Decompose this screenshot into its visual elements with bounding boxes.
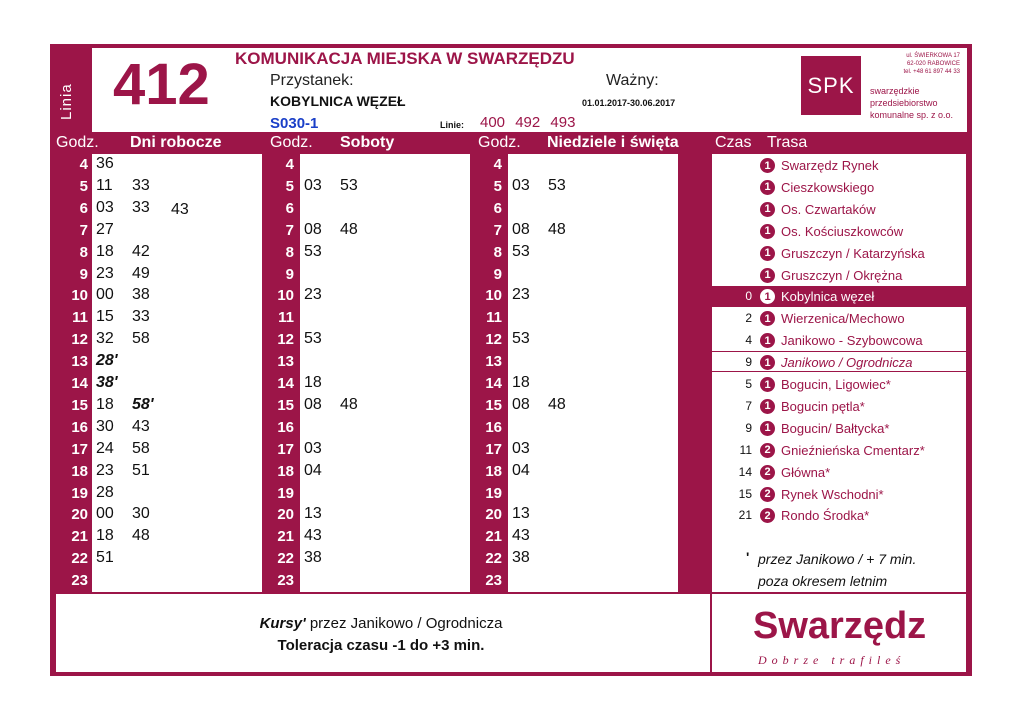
departure-minute: 18 — [96, 527, 114, 545]
route-time: 0 — [745, 289, 752, 304]
departure-minute: 43 — [132, 417, 150, 435]
hour-sundays: 12 — [485, 331, 502, 349]
route-time: 9 — [745, 420, 752, 435]
route-stop-name: Gnieźnieńska Cmentarz* — [781, 442, 925, 458]
address-line: ul. ŚWIERKOWA 17 — [906, 53, 960, 59]
zone-badge: 1 — [760, 333, 775, 348]
route-stop-name: Gruszczyn / Katarzyńska — [781, 245, 925, 261]
route-stop-name: Rynek Wschodni* — [781, 486, 884, 502]
departure-minute: 43 — [304, 527, 322, 545]
departure-minute: 04 — [512, 461, 530, 479]
saturdays-panel — [300, 154, 470, 592]
route-stop-name: Rondo Środka* — [781, 508, 870, 524]
zone-badge: 1 — [760, 158, 775, 173]
departure-minute: 33 — [132, 198, 150, 216]
departure-minute: 42 — [132, 242, 150, 260]
departure-minute: 48 — [548, 395, 566, 413]
hour-saturdays: 6 — [285, 199, 294, 217]
departure-minute: 28 — [96, 483, 114, 501]
hour-header-sundays: Godz. — [478, 134, 521, 151]
departure-minute: 23 — [304, 286, 322, 304]
departure-minute: 23 — [512, 286, 530, 304]
hour-sundays: 19 — [485, 484, 502, 502]
route-time: 2 — [745, 311, 752, 326]
departure-minute: 04 — [304, 461, 322, 479]
departure-minute: 51 — [96, 549, 114, 567]
departure-minute: 08 — [512, 220, 530, 238]
departure-minute: 51 — [132, 461, 150, 479]
hour-sundays: 6 — [493, 199, 502, 217]
departure-minute: 43 — [512, 527, 530, 545]
address-line: tel. +48 61 897 44 33 — [903, 69, 960, 75]
hour-weekdays: 9 — [79, 265, 88, 283]
route-time: 15 — [738, 486, 752, 501]
departure-minute: 53 — [512, 242, 530, 260]
departure-minute: 03 — [96, 198, 114, 216]
route-stop-name: Główna* — [781, 464, 831, 480]
stop-label: Przystanek: — [270, 72, 354, 89]
hour-sundays: 5 — [493, 177, 502, 195]
zone-badge: 1 — [760, 377, 775, 392]
departure-minute: 58 — [132, 439, 150, 457]
departure-minute: 03 — [304, 176, 322, 194]
departure-minute: 53 — [304, 330, 322, 348]
hour-weekdays: 21 — [71, 528, 88, 546]
route-stop-name: Janikowo - Szybowcowa — [781, 333, 923, 349]
hour-weekdays: 10 — [71, 287, 88, 305]
route-panel — [712, 154, 966, 592]
hour-saturdays: 5 — [285, 177, 294, 195]
hour-weekdays: 12 — [71, 331, 88, 349]
departure-minute: 00 — [96, 286, 114, 304]
departure-minute: 13 — [512, 505, 530, 523]
hour-saturdays: 23 — [277, 572, 294, 590]
route-stop-name: Bogucin/ Bałtycka* — [781, 420, 890, 436]
hour-saturdays: 12 — [277, 331, 294, 349]
departure-minute: 08 — [304, 395, 322, 413]
hour-weekdays: 15 — [71, 396, 88, 414]
address-line: 62-020 RABOWICE — [906, 61, 960, 67]
zone-badge: 1 — [760, 399, 775, 414]
departure-minute: 48 — [340, 220, 358, 238]
zone-badge: 2 — [760, 508, 775, 523]
hour-saturdays: 20 — [277, 506, 294, 524]
sundays-header: Niedziele i święta — [547, 134, 679, 151]
departure-minute: 38 — [512, 549, 530, 567]
departure-minute: 38' — [96, 374, 118, 391]
hour-saturdays: 16 — [277, 418, 294, 436]
hour-sundays: 7 — [493, 221, 502, 239]
route-stop-name: Gruszczyn / Okrężna — [781, 267, 903, 283]
route-stop-name: Janikowo / Ogrodnicza — [781, 355, 913, 371]
departure-minute: 00 — [96, 505, 114, 523]
hour-header-saturdays: Godz. — [270, 134, 313, 151]
hour-sundays: 4 — [493, 156, 502, 173]
departure-minute: 30 — [132, 505, 150, 523]
hour-sundays: 17 — [485, 440, 502, 458]
departure-minute: 43 — [171, 200, 189, 218]
footer-kursy: Kursy' — [259, 615, 306, 632]
route-time: 5 — [745, 377, 752, 391]
route-time: 21 — [738, 508, 752, 523]
departure-minute: 23 — [96, 461, 114, 479]
hour-weekdays: 17 — [71, 440, 88, 458]
hour-sundays: 20 — [485, 506, 502, 524]
departure-minute: 18 — [512, 374, 530, 391]
departure-minute: 24 — [96, 439, 114, 457]
spk-logo: SPK — [801, 56, 861, 115]
hour-weekdays: 11 — [72, 309, 88, 327]
company-line: komunalne sp. z o.o. — [870, 110, 954, 120]
route-time: 9 — [745, 355, 752, 370]
hour-weekdays: 22 — [71, 550, 88, 568]
departure-minute: 38 — [132, 286, 150, 304]
departure-minute: 58 — [132, 330, 150, 348]
departure-minute: 53 — [548, 176, 566, 194]
footer-notes — [226, 613, 536, 657]
departure-minute: 03 — [304, 439, 322, 457]
hour-weekdays: 14 — [71, 375, 88, 392]
footer-line2: Toleracja czasu -1 do +3 min. — [277, 637, 485, 654]
route-stop-name: Os. Czwartaków — [781, 201, 876, 217]
zone-badge: 1 — [760, 224, 775, 239]
route-header: Trasa — [767, 134, 808, 151]
hour-saturdays: 21 — [277, 528, 294, 546]
route-stop-name: Wierzenica/Mechowo — [781, 311, 905, 327]
note-line1: przez Janikowo / + 7 min. — [758, 551, 917, 567]
departure-minute: 23 — [96, 264, 114, 282]
departure-minute: 18 — [96, 395, 114, 413]
hour-saturdays: 22 — [277, 550, 294, 568]
lines-label: Linie: — [440, 120, 464, 130]
hour-saturdays: 15 — [277, 396, 294, 414]
zone-badge: 1 — [760, 355, 775, 370]
route-stop-name: Os. Kościuszkowców — [781, 223, 904, 239]
departure-minute: 18 — [96, 242, 114, 260]
linia-label: Linia — [58, 83, 75, 120]
route-stop-name: Bogucin pętla* — [781, 398, 865, 414]
footer-line1 — [226, 613, 536, 635]
hour-saturdays: 13 — [277, 353, 294, 371]
zone-badge: 1 — [760, 202, 775, 217]
zone-badge: 1 — [760, 246, 775, 261]
departure-minute: 53 — [304, 242, 322, 260]
departure-minute: 53 — [340, 176, 358, 194]
departure-minute: 48 — [548, 220, 566, 238]
route-stop-name: Kobylnica węzeł — [781, 289, 875, 305]
company-line: przedsiebiorstwo — [870, 98, 938, 108]
swarzedz-logo: Swarzędz — [753, 605, 927, 647]
hour-saturdays: 18 — [277, 462, 294, 480]
hour-weekdays: 19 — [71, 484, 88, 502]
hour-sundays: 16 — [485, 418, 502, 436]
departure-minute: 36 — [96, 155, 114, 172]
departure-minute: 18 — [304, 374, 322, 391]
valid-dates: 01.01.2017-30.06.2017 — [582, 98, 676, 108]
hour-header-weekdays: Godz. — [56, 134, 99, 151]
hour-sundays: 11 — [486, 309, 502, 327]
route-stop-name: Swarzędz Rynek — [781, 158, 879, 173]
departure-minute: 48 — [132, 527, 150, 545]
route-time: 14 — [738, 464, 752, 479]
other-lines: 400 492 493 — [480, 114, 576, 131]
departure-minute: 03 — [512, 439, 530, 457]
departure-minute: 30 — [96, 417, 114, 435]
hour-saturdays: 19 — [277, 484, 294, 502]
hour-saturdays: 9 — [285, 265, 294, 283]
route-time: 11 — [739, 442, 752, 457]
note-line2: poza okresem letnim — [758, 573, 888, 589]
departure-minute: 33 — [132, 308, 150, 326]
weekdays-header: Dni robocze — [130, 134, 222, 151]
hour-weekdays: 23 — [71, 572, 88, 590]
zone-badge: 2 — [760, 443, 775, 458]
hour-sundays: 22 — [485, 550, 502, 568]
hour-weekdays: 16 — [71, 418, 88, 436]
departure-minute: 48 — [340, 395, 358, 413]
stop-name: KOBYLNICA WĘZEŁ — [270, 93, 406, 109]
hour-weekdays: 5 — [79, 177, 88, 195]
hour-saturdays: 14 — [277, 375, 294, 392]
zone-badge: 1 — [760, 289, 775, 304]
departure-minute: 08 — [512, 395, 530, 413]
hour-sundays: 21 — [485, 528, 502, 546]
route-stop-name: Bogucin, Ligowiec* — [781, 377, 891, 392]
route-time: 7 — [745, 398, 752, 413]
hour-sundays: 9 — [493, 265, 502, 283]
zone-badge: 1 — [760, 268, 775, 283]
sundays-panel — [508, 154, 678, 592]
departure-minute: 33 — [132, 176, 150, 194]
company-line: swarzędzkie — [870, 86, 920, 96]
departure-minute: 38 — [304, 549, 322, 567]
company-name — [870, 85, 953, 121]
zone-badge: 2 — [760, 465, 775, 480]
hour-sundays: 13 — [485, 353, 502, 371]
departure-minute: 13 — [304, 505, 322, 523]
org-title: KOMUNIKACJA MIEJSKA W SWARZĘDZU — [235, 49, 575, 68]
hour-weekdays: 8 — [79, 243, 88, 261]
departure-minute: 32 — [96, 330, 114, 348]
departure-minute: 27 — [96, 220, 114, 238]
zone-badge: 1 — [760, 180, 775, 195]
departure-minute: 08 — [304, 220, 322, 238]
hour-weekdays: 18 — [71, 462, 88, 480]
route-stop-name: Cieszkowskiego — [781, 179, 875, 195]
route-number: 412 — [113, 52, 210, 117]
hour-weekdays: 20 — [71, 506, 88, 524]
swarzedz-tagline: Dobrze trafileś — [758, 653, 906, 667]
zone-badge: 1 — [760, 311, 775, 326]
hour-weekdays: 7 — [79, 221, 88, 239]
hour-sundays: 10 — [485, 287, 502, 305]
hour-saturdays: 11 — [278, 309, 294, 327]
departure-minute: 49 — [132, 264, 150, 282]
footer-line1-rest: przez Janikowo / Ogrodnicza — [305, 615, 503, 632]
departure-minute: 11 — [96, 176, 113, 194]
time-header: Czas — [715, 134, 752, 151]
hour-saturdays: 7 — [285, 221, 294, 239]
company-address — [880, 52, 960, 76]
zone-badge: 2 — [760, 487, 775, 502]
hour-weekdays: 4 — [79, 156, 88, 173]
departure-minute: 03 — [512, 176, 530, 194]
departure-minute: 53 — [512, 330, 530, 348]
hour-sundays: 14 — [485, 375, 502, 392]
hour-sundays: 8 — [493, 243, 502, 261]
weekdays-panel — [92, 154, 262, 592]
hour-weekdays: 6 — [79, 199, 88, 217]
route-time: 4 — [745, 333, 752, 348]
departure-minute: 15 — [96, 308, 114, 326]
departure-minute: 28' — [96, 352, 118, 370]
hour-saturdays: 10 — [277, 287, 294, 305]
valid-label: Ważny: — [606, 72, 659, 89]
hour-saturdays: 17 — [277, 440, 294, 458]
hour-saturdays: 8 — [285, 243, 294, 261]
hour-sundays: 15 — [485, 396, 502, 414]
hour-sundays: 23 — [485, 572, 502, 590]
departure-minute: 58' — [132, 395, 154, 413]
hour-weekdays: 13 — [71, 353, 88, 371]
stop-code: S030-1 — [270, 115, 319, 132]
note-mark: ' — [746, 549, 750, 565]
saturdays-header: Soboty — [340, 134, 395, 151]
hour-saturdays: 4 — [285, 156, 294, 173]
hour-sundays: 18 — [485, 462, 502, 480]
zone-badge: 1 — [760, 421, 775, 436]
